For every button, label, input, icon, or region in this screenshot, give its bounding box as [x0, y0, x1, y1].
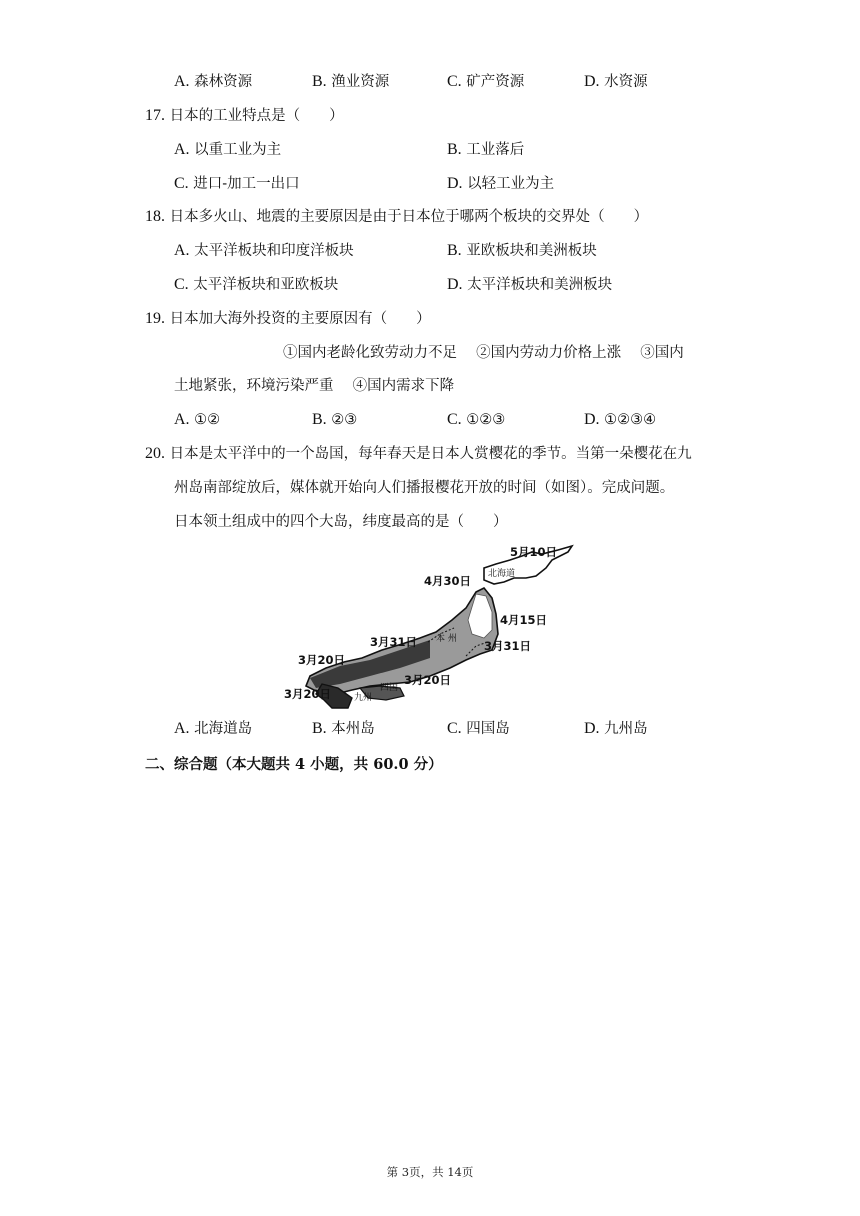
label-mar20-a: 3月20日: [298, 653, 346, 667]
option-letter: B.: [312, 720, 327, 737]
option-letter: D.: [447, 175, 463, 192]
label-mar31-right: 3月31日: [484, 639, 532, 653]
option-text: 九州岛: [604, 721, 648, 737]
option-text: 以轻工业为主: [467, 176, 555, 192]
question-number: 19.: [145, 310, 165, 327]
option-text: ①②③④: [604, 412, 657, 428]
section-heading: 二、综合题（本大题共 4 小题，共 60.0 分）: [145, 756, 443, 773]
label-mar31-left: 3月31日: [370, 635, 418, 649]
q19-option-b: [312, 410, 357, 430]
page-footer: 第 3页，共 14页: [386, 1165, 474, 1179]
q18-option-b: [447, 241, 597, 261]
q20-stem-line3: 日本领土组成中的四个大岛，纬度最高的是（ ）: [174, 514, 508, 530]
option-text: 森林资源: [194, 74, 253, 90]
q20-option-d: [584, 719, 648, 739]
option-letter: B.: [447, 141, 462, 158]
q20-stem-line2: 州岛南部绽放后，媒体就开始向人们播报樱花开放的时间（如图）。完成问题。: [174, 480, 675, 496]
q20-option-b: [312, 719, 375, 739]
q20-stem-line1: [145, 444, 692, 464]
option-letter: C.: [174, 175, 189, 192]
japan-cherry-blossom-map: [270, 538, 590, 710]
option-letter: B.: [312, 73, 327, 90]
option-letter: C.: [447, 411, 462, 428]
q16-option-d: [584, 72, 648, 92]
question-text: 日本的工业特点是（ ）: [169, 108, 344, 124]
q19-statements-line2: 土地紧张，环境污染严重 ④国内需求下降: [174, 378, 455, 394]
q17-option-c: [174, 174, 300, 194]
option-letter: B.: [447, 242, 462, 259]
label-apr15: 4月15日: [500, 613, 548, 627]
option-text: 四国岛: [466, 721, 510, 737]
option-text: ①②③: [466, 412, 506, 428]
option-text: 进口-加工一出口: [193, 176, 300, 192]
label-mar20-b: 3月20日: [284, 687, 332, 701]
option-text: 太平洋板块和亚欧板块: [193, 277, 339, 293]
q17-option-d: [447, 174, 554, 194]
option-text: 亚欧板块和美洲板块: [466, 243, 597, 259]
q19-option-a: [174, 410, 220, 430]
option-text: ①②: [194, 412, 221, 428]
option-text: 渔业资源: [331, 74, 390, 90]
option-letter: D.: [584, 720, 600, 737]
option-letter: D.: [584, 73, 600, 90]
q19-option-c: [447, 410, 505, 430]
option-text: ②③: [331, 412, 358, 428]
option-text: 本州岛: [331, 721, 375, 737]
option-letter: D.: [584, 411, 600, 428]
q17-stem: [145, 106, 344, 126]
option-text: 矿产资源: [466, 74, 525, 90]
label-apr30: 4月30日: [424, 574, 472, 588]
option-letter: C.: [174, 276, 189, 293]
question-text: 日本多火山、地震的主要原因是由于日本位于哪两个板块的交界处（ ）: [169, 209, 649, 225]
label-hokkaido: 北海道: [488, 569, 516, 579]
q18-option-c: [174, 275, 338, 295]
question-number: 17.: [145, 107, 165, 124]
question-text: 日本是太平洋中的一个岛国，每年春天是日本人赏樱花的季节。当第一朵樱花在九: [169, 446, 692, 462]
option-letter: A.: [174, 242, 190, 259]
question-text: 日本加大海外投资的主要原因有（ ）: [169, 311, 431, 327]
q18-option-d: [447, 275, 612, 295]
option-letter: A.: [174, 73, 190, 90]
q19-statements-line1: ①国内老龄化致劳动力不足 ②国内劳动力价格上涨 ③国内: [283, 345, 684, 361]
option-letter: D.: [447, 276, 463, 293]
option-text: 太平洋板块和印度洋板块: [194, 243, 354, 259]
q19-option-d: [584, 410, 656, 430]
q18-option-a: [174, 241, 354, 261]
q16-option-b: [312, 72, 389, 92]
label-honshu: 本 州: [436, 634, 457, 644]
option-letter: A.: [174, 141, 190, 158]
q20-option-a: [174, 719, 252, 739]
option-letter: C.: [447, 720, 462, 737]
label-kyushu: 九州: [354, 693, 373, 703]
option-text: 太平洋板块和美洲板块: [467, 277, 613, 293]
option-letter: A.: [174, 720, 190, 737]
label-mar20-mid: 3月20日: [404, 673, 452, 687]
option-letter: B.: [312, 411, 327, 428]
q16-option-a: [174, 72, 252, 92]
option-letter: C.: [447, 73, 462, 90]
q17-option-a: [174, 140, 281, 160]
question-number: 18.: [145, 208, 165, 225]
option-text: 工业落后: [466, 142, 525, 158]
option-letter: A.: [174, 411, 190, 428]
q16-option-c: [447, 72, 524, 92]
option-text: 水资源: [604, 74, 648, 90]
option-text: 北海道岛: [194, 721, 253, 737]
question-number: 20.: [145, 445, 165, 462]
q20-option-c: [447, 719, 510, 739]
q17-option-b: [447, 140, 524, 160]
label-shikoku: 四国: [380, 683, 399, 693]
q18-stem: [145, 207, 648, 227]
q19-stem: [145, 309, 431, 329]
label-may10: 5月10日: [510, 545, 558, 559]
option-text: 以重工业为主: [194, 142, 282, 158]
